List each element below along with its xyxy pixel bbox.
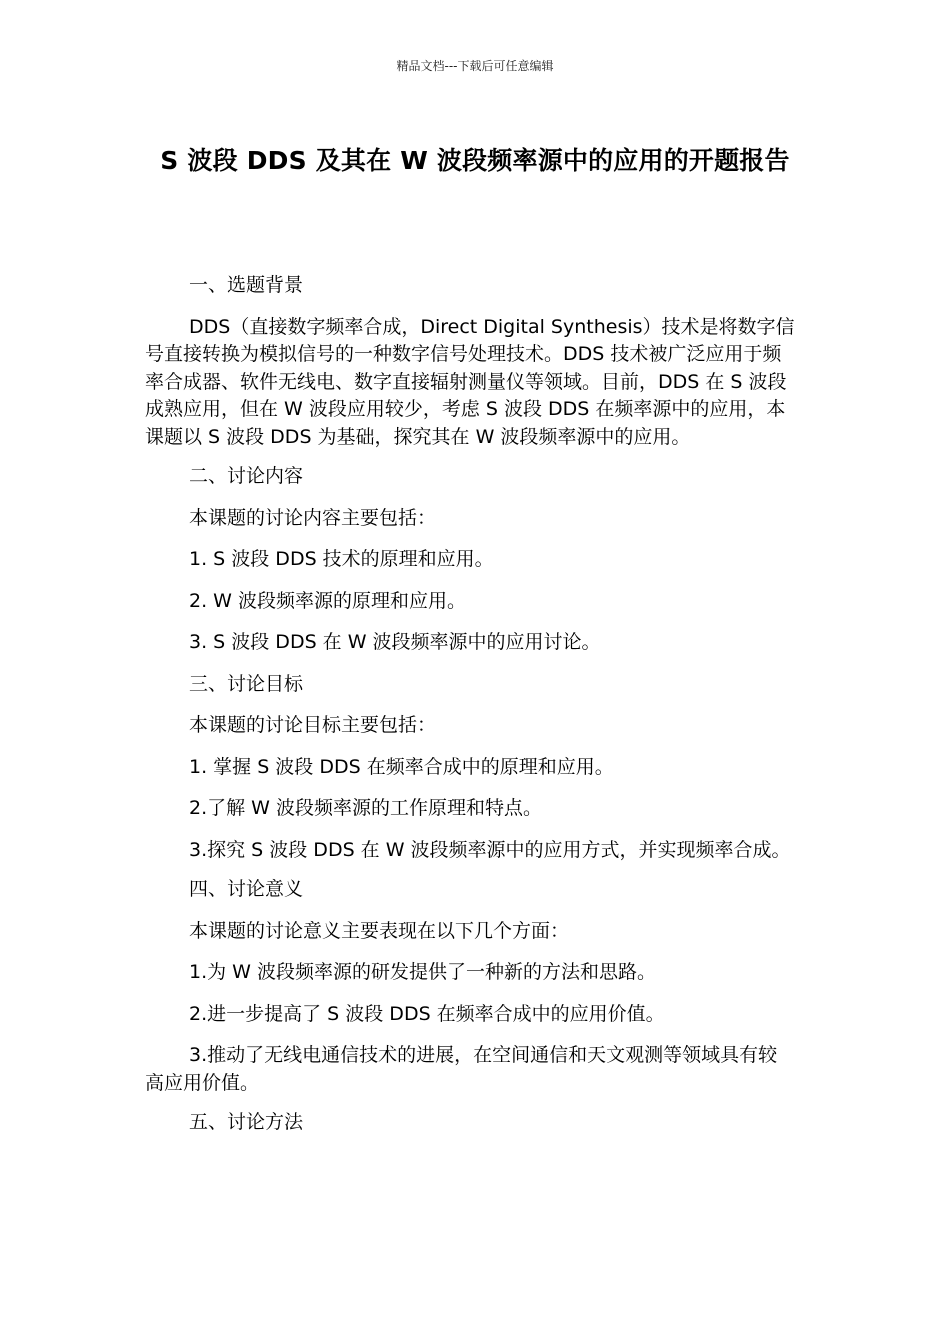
goals-item-3: 3.探究 S 波段 DDS 在 W 波段频率源中的应用方式，并实现频率合成。 [189, 838, 791, 861]
goals-item-1: 1. 掌握 S 波段 DDS 在频率合成中的原理和应用。 [189, 755, 614, 778]
section-heading-method: 五、讨论方法 [189, 1111, 304, 1133]
significance-intro: 本课题的讨论意义主要表现在以下几个方面： [189, 919, 570, 942]
content-item-2: 2. W 波段频率源的原理和应用。 [189, 589, 466, 612]
section-heading-goals: 三、讨论目标 [189, 672, 304, 695]
background-paragraph: DDS（直接数字频率合成，Direct Digital Synthesis）技术是将数字信号直接转换为模拟信号的一种数字信号处理技术。DDS 技术被广泛应用于频率合成器、软件无线电、数字直接辐射测量仪等领域。目前，DDS 在 S 波段成熟应用，但在 W 波段应用较少，考虑 S 波段 DDS 在频率源中的应用，本课题以 S 波段 DDS 为基础，探究其在 W 波段频率源中的应用。 [145, 315, 795, 448]
significance-item-3: 3.推动了无线电通信技术的进展，在空间通信和天文观测等领域具有较高应用价值。 [145, 1044, 778, 1094]
content-item-1: 1. S 波段 DDS 技术的原理和应用。 [189, 548, 494, 570]
page-header-note: 精品文档---下载后可任意编辑 [396, 59, 554, 73]
section-heading-content: 二、讨论内容 [189, 465, 304, 487]
significance-item-1: 1.为 W 波段频率源的研发提供了一种新的方法和思路。 [189, 961, 656, 983]
section-heading-significance: 四、讨论意义 [189, 878, 304, 900]
document-body [145, 272, 795, 1151]
goals-item-2: 2.了解 W 波段频率源的工作原理和特点。 [189, 797, 542, 819]
document-title: S 波段 DDS 及其在 W 波段频率源中的应用的开题报告 [160, 146, 790, 175]
content-item-3: 3. S 波段 DDS 在 W 波段频率源中的应用讨论。 [189, 631, 601, 653]
significance-item-2: 2.进一步提高了 S 波段 DDS 在频率合成中的应用价值。 [189, 1002, 665, 1025]
section-heading-background: 一、选题背景 [189, 274, 304, 296]
goals-intro: 本课题的讨论目标主要包括： [189, 714, 437, 736]
content-intro: 本课题的讨论内容主要包括： [189, 506, 437, 529]
